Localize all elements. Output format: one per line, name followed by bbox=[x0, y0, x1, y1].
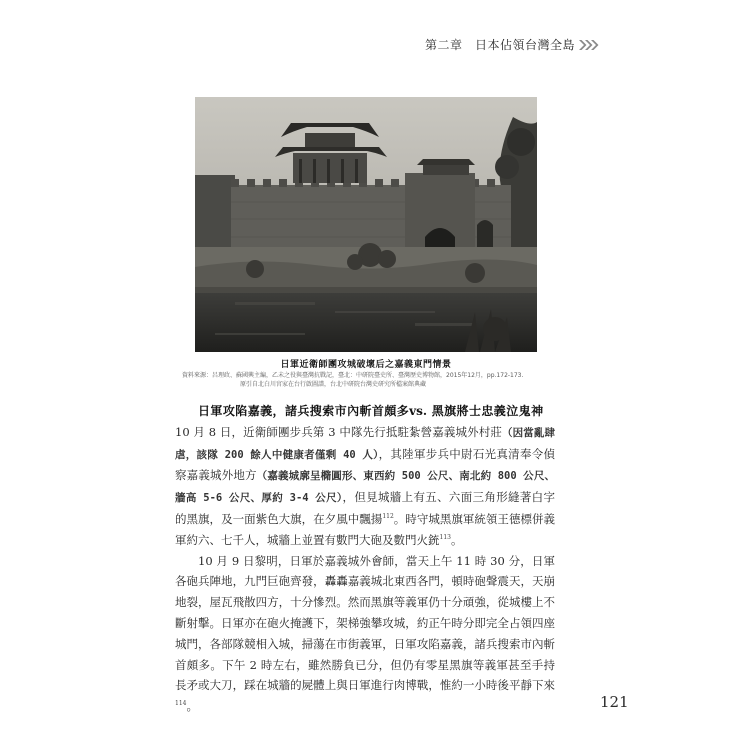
page-number: 121 bbox=[600, 693, 629, 711]
para1-emphasis-1: （因當亂肆虐，該隊 200 餘人中健康者僅剩 40 人） bbox=[175, 426, 555, 461]
body-text bbox=[175, 401, 555, 717]
para1-text-4: 。時守城黑旗軍統領王德標併義軍約六、七千人，城牆上並置有數門大砲及數門火銃 bbox=[175, 511, 556, 547]
para2-end: 。 bbox=[186, 699, 198, 714]
footnote-ref-112: 112 bbox=[382, 513, 394, 521]
para1-text-3: ，但見城牆上有五、六面三角形縫著白字的黑旗，及一面紫色大旗，在夕風中飄揚 bbox=[175, 490, 555, 526]
footnote-ref-114: 114 bbox=[175, 700, 187, 708]
para2-text: 10 月 9 日黎明，日軍於嘉義城外會師，當天上午 11 時 30 分，日軍各砲兵陣地，九門巨砲齊發，轟轟嘉義城北東西各門，頓時砲聲震天，天崩地裂，屋瓦飛散四方，十分慘烈。然而黑旗等義軍仍十分頑強，從城樓上不斷射擊。日軍亦在砲火掩護下，架梯強攀攻城，約正午時分即完全占領四座城門，各部隊競相入城，掃蕩在市街義軍，日軍攻陷嘉義，諸兵搜索市內斬首頗多。下午 2 時左右，雖然勝負已分，但仍有零星黑旗等義軍甚至手持長矛或大刀，踩在城牆的屍體上與日軍進行肉博戰，惟約一小時後平靜下來 bbox=[175, 553, 555, 693]
para1-emphasis-2: （嘉義城廓呈橢圓形、東西約 500 公尺、南北約 800 公尺、牆高 5-6 公尺、厚約 3-4 公尺） bbox=[175, 470, 555, 505]
paragraph-2 bbox=[175, 551, 555, 717]
source-line-2: 原引自北白川宮家在台行啟圖譜，台北中研院台灣史研究所檔案館典藏 bbox=[240, 381, 427, 388]
chapter-title: 第二章 日本佔領台灣全島 bbox=[424, 38, 575, 52]
paragraph-1 bbox=[175, 401, 555, 551]
para1-text-2: ，其陸軍步兵中尉石光真清奉令偵察嘉義城外地方 bbox=[175, 446, 555, 483]
source-line-1: 資料來源：呂理政、蘇國興主編，乙未之役與臺灣抗戰記，臺北：中研院臺史所、臺灣歷史博物館，2015年12月，pp.172-173. bbox=[182, 372, 524, 379]
figure-source-note bbox=[182, 371, 562, 389]
chiayi-east-gate-photo bbox=[195, 97, 537, 352]
para1-text-1: 10 月 8 日，近衛師團步兵第 3 中隊先行抵駐紮營嘉義城外村莊 bbox=[175, 404, 555, 439]
section-heading: 日軍攻陷嘉義，諸兵搜索市內斬首頗多vs. 黑旗將士忠義泣鬼神 bbox=[198, 404, 544, 418]
running-header bbox=[425, 36, 600, 53]
para1-text-5: 。 bbox=[450, 532, 463, 547]
chevron-arrows-icon bbox=[578, 39, 600, 51]
figure-caption: 日軍近衛師團攻城破壞后之嘉義東門情景 bbox=[280, 360, 452, 370]
footnote-ref-113: 113 bbox=[439, 533, 451, 541]
